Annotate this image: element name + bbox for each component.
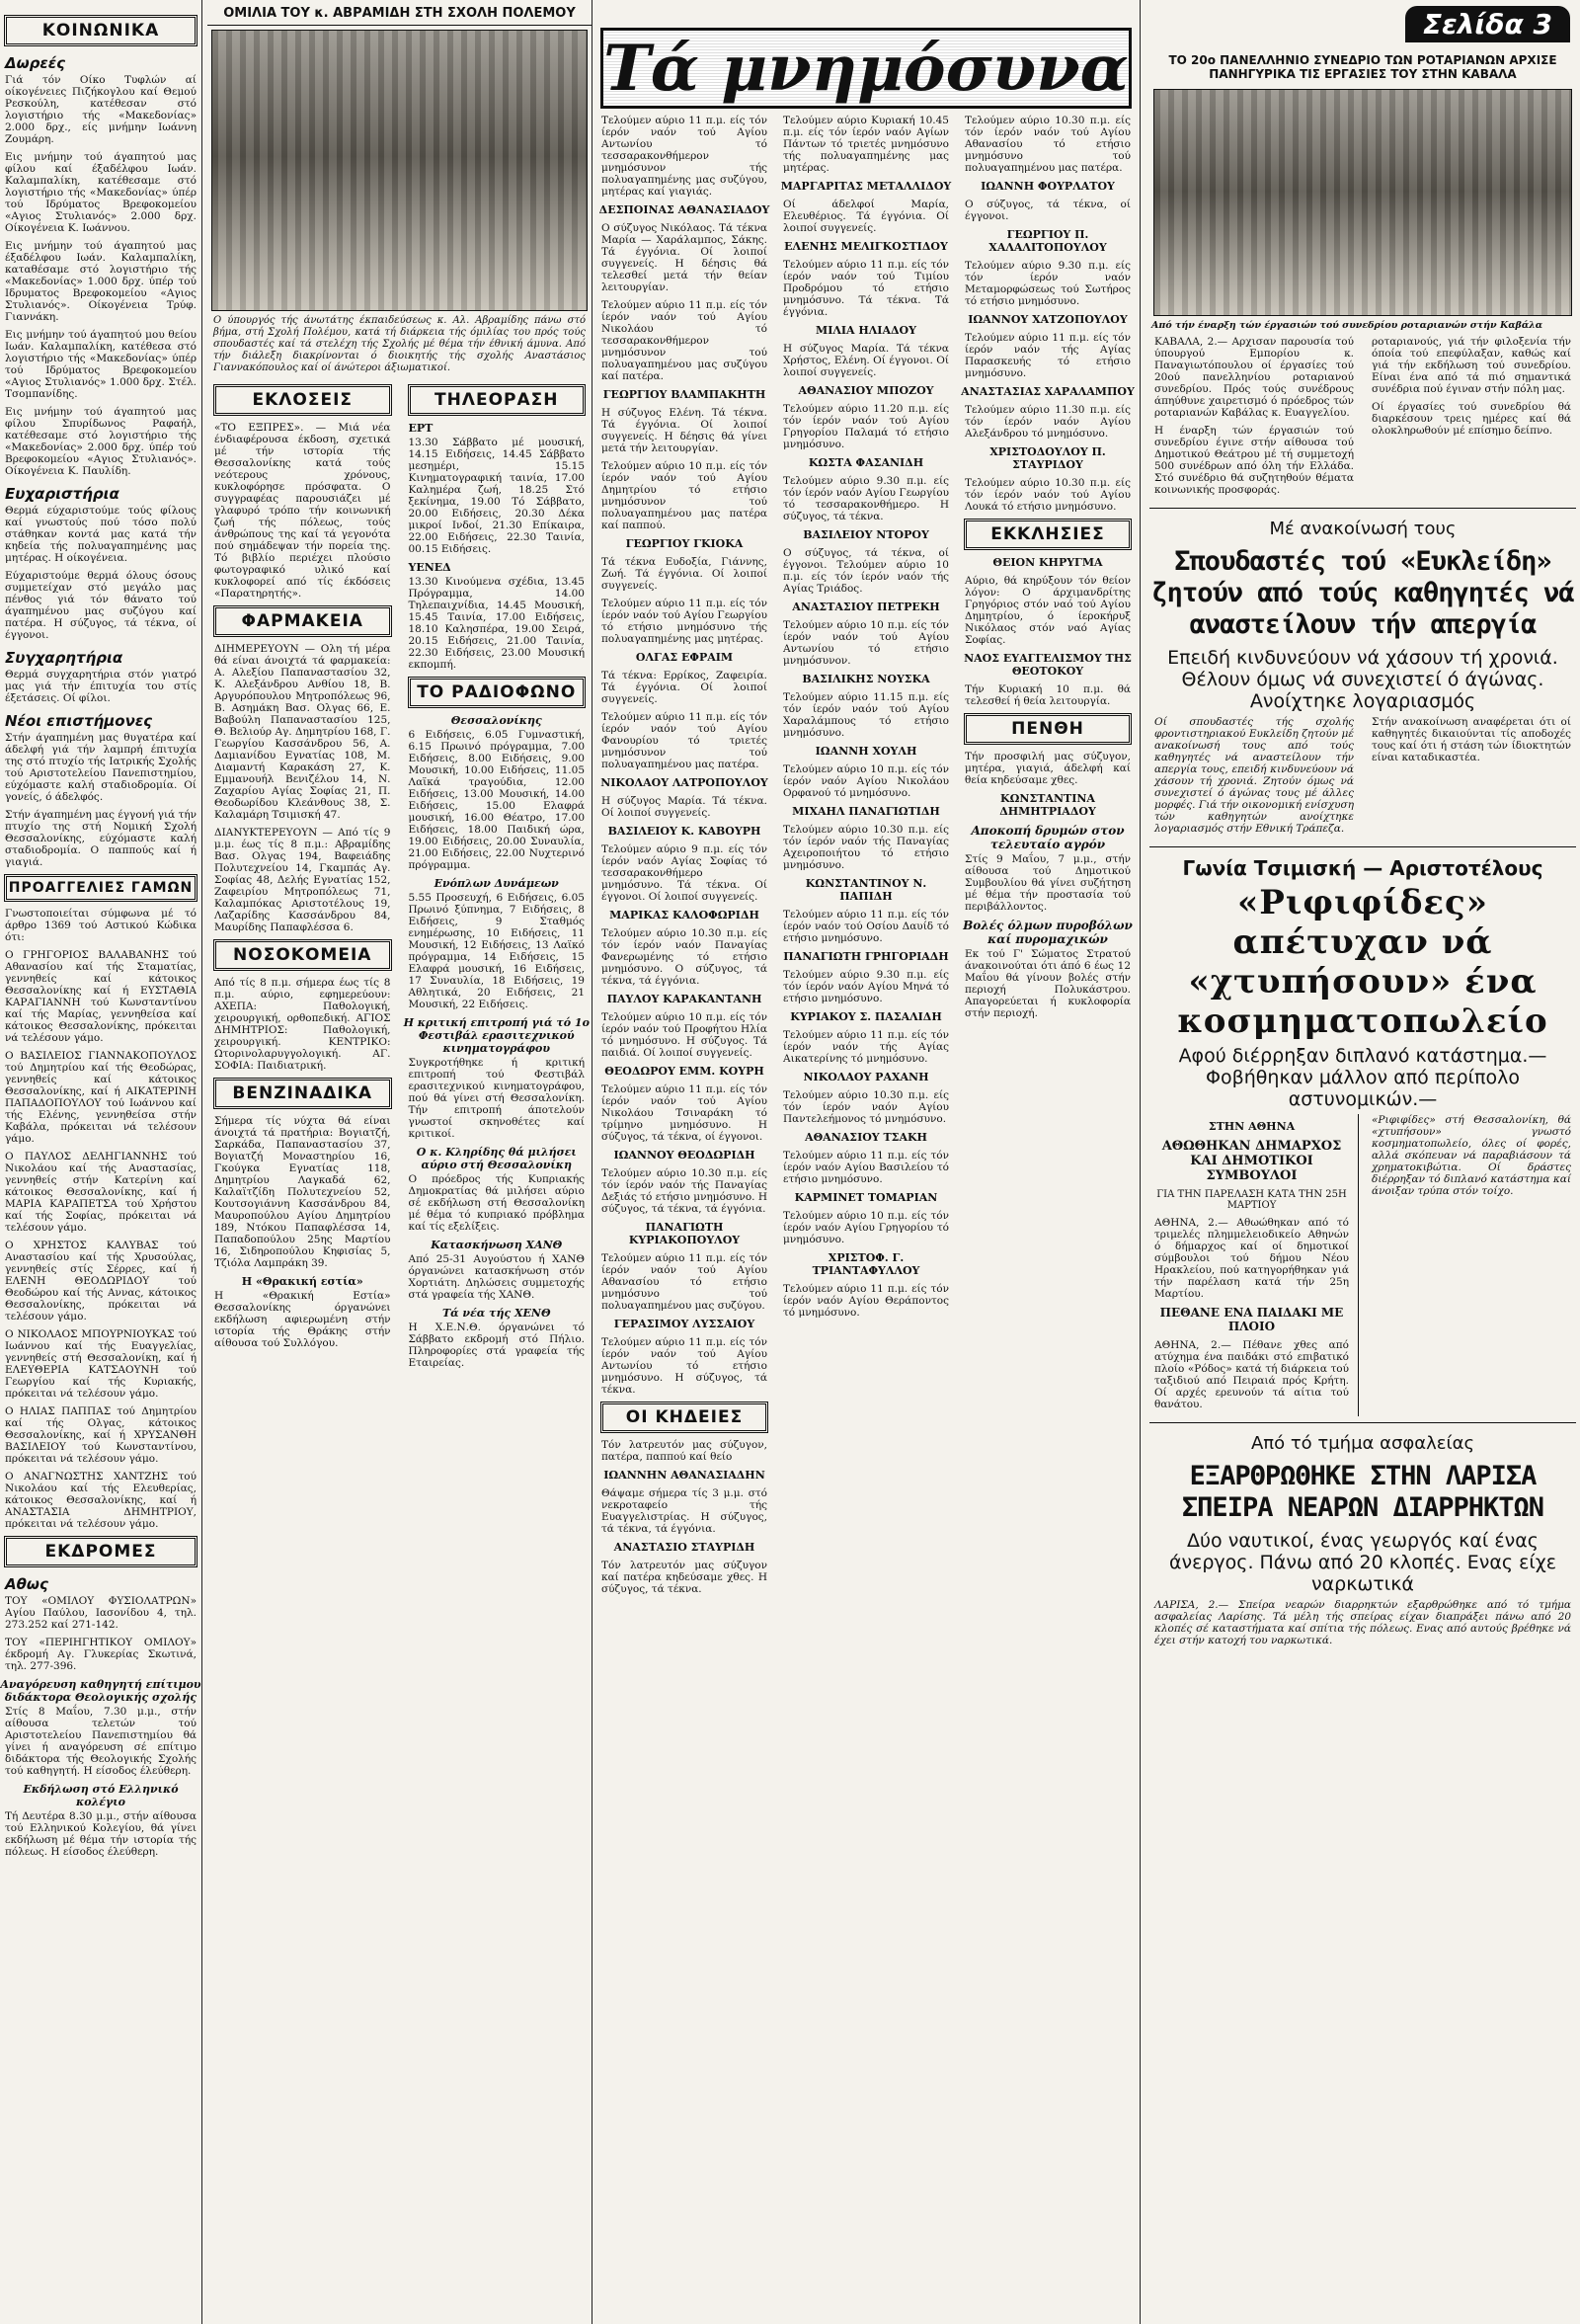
memorial-name: ΑΘΑΝΑΣΙΟΥ ΤΣΑΚΗ [805,1131,927,1144]
paragraph: Θερμά συγχαρητήρια στόν γιατρό μας γιά τήν έπιτυχία του στίς έξετάσεις. Οί φίλοι. [5,669,197,704]
memorial-name: ΧΡΙΣΤΟΔΟΥΛΟΥ Π. ΣΤΑΥΡΙΔΟΥ [989,445,1106,471]
memorial-name: ΝΙΚΟΛΑΟΥ ΛΑΤΡΟΠΟΥΛΟΥ [600,776,768,789]
memorial-name: ΚΩΣΤΑ ΦΑΣΑΝΙΔΗ [808,456,924,469]
photo-lecture [211,30,588,311]
paragraph: Εις μνήμην τού άγαπητού μας φίλου καί έξαδέλφου Ιωάν. Καλαμπαλίκη, κατέθεσαμε στό λογιστήριο τής «Μακεδονίας» ύπέρ τού Ιδρύματος Βρεφοκομείου «Αγιος Στυλιανός» 2.000 δρχ. Οίκογένεια Κ. Ιωάννου. [5,151,197,234]
memorial-text: Τελούμεν αύριο 10 π.μ. είς τόν ίερόν ναόν τού Προφήτου Ηλία τό μνημόσυνο. Η σύζυγος. Τά παιδιά. Οί λοιποί συγγενείς. [601,1011,767,1059]
column-social [0,0,202,2324]
memorial-name: ΓΕΡΑΣΙΜΟΥ ΛΥΣΣΑΙΟΥ [613,1318,755,1330]
memorial-text: Τελούμεν αύριο 10.30 π.μ. είς τόν ίερόν ναόν τού Αγίου Λουκά τό ετήσιο μνημόσυνο. [965,477,1131,513]
memorial-text: Τελούμεν αύριο 10 π.μ. είς τόν ίερόν ναόν τού Αγίου Δημητρίου τό ετήσιο μνημόσυνον τού πολυαγαπημένου μας πατέρα καί παππού. [601,460,767,531]
section-title-ekdromes: ΕΚΔΡΟΜΕΣ [4,1536,198,1567]
paragraph: Τόν λατρευτόν μας σύζυγον καί πατέρα κηδεύσαμε χθες. Η σύζυγος, τά τέκνα. [601,1560,767,1595]
memorial-text: Τελούμεν αύριο 10.30 π.μ. είς τόν ίερόν ναόν τής Παναγίας Δεξιάς τό ετήσιο μνημόσυνο. Η σύζυγος, τά τέκνα, τά έγγόνια. [601,1167,767,1215]
memorial-text: Τελούμεν αύριο 11 π.μ. είς τόν ίερόν ναόν Αγίου Βασιλείου τό ετήσιο μνημόσυνο. [783,1150,949,1185]
deck-rififi: Αφού διέρρηξαν διπλανό κατάστημα.— Φοβήθηκαν μάλλον από περίπολο αστυνομικών.— [1178,1045,1547,1110]
memorial-name: ΚΩΝΣΤΑΝΤΙΝΟΥ Ν. ΠΑΠΙΔΗ [805,877,927,903]
memorial-text: Τελούμεν αύριο 11 π.μ. είς τόν ίερόν ναόν τής Αγίας Παρασκευής τό ετήσιο μνημόσυνο. [965,332,1131,379]
memorial-text: Τελούμεν αύριο 10 π.μ. είς τόν ίερόν ναόν Αγίου Γρηγορίου τό μνημόσυνο. [783,1210,949,1245]
headline-athoothikan: ΑΘΩΘΗΚΑΝ ΔΗΜΑΡΧΟΣ ΚΑΙ ΔΗΜΟΤΙΚΟΙ ΣΥΜΒΟΥΛΟΙ [1161,1139,1342,1183]
paragraph: Ο ΗΛΙΑΣ ΠΑΠΠΑΣ τού Δημητρίου καί τής Ολγας, κάτοικος Θεσσαλονίκης, καί ή ΧΡΥΣΑΝΘΗ ΒΑΣΙΛΕΙΟΥ τού Κωνσταντίνου, πρόκειται νά τελέσουν γάμο. [5,1405,197,1465]
banner-mnimosyna: Τά μνημόσυνα [600,28,1132,109]
paragraph: ΚΑΒΑΛΑ, 2.— Αρχισαν παρουσία τού ύπουργού Εμπορίου κ. Παναγιωτόπουλου οί έργασίες τού 20ού πανελληνίου ροταριανού συνεδρίου. Πρός τούς συνέδρους άπηύθυνε χαιρετισμό ό πρόεδρος τών ροταριανών Καβάλας κ. Ευαγγελίου. [1154,336,1354,419]
memorial-name: ΑΝΑΣΤΑΣΙΑΣ ΧΑΡΑΛΑΜΠΟΥ [961,385,1135,398]
heading-naos: ΝΑΟΣ ΕΥΑΓΓΕΛΙΣΜΟΥ ΤΗΣ ΘΕΟΤΟΚΟΥ [964,652,1132,678]
memorial-name: ΝΙΚΟΛΑΟΥ ΡΑΧΑΝΗ [803,1071,929,1083]
memorial-text: Τελούμεν αύριο 11 π.μ. είς τόν ίερόν ναόν Αγίου Θεράποντος τό μνημόσυνο. [783,1283,949,1319]
column-news [1146,0,1580,2324]
memorial-name: ΙΩΑΝΝΟΥ ΘΕΟΔΩΡΙΔΗ [613,1149,755,1162]
memorial-text: Τελούμεν αύριο 9.30 π.μ. είς τόν ίερόν ναόν Αγίου Γεωργίου τό τεσσαρακονθήμερο. Η σύζυγος, τά τέκνα. [783,475,949,522]
headline-avramidis: ΟΜΙΛΙΑ ΤΟΥ κ. ΑΒΡΑΜΙΔΗ ΣΤΗ ΣΧΟΛΗ ΠΟΛΕΜΟΥ [207,0,592,26]
memorial-text: Τελούμεν αύριο Κυριακή 10.45 π.μ. είς τόν ίερόν ναόν Αγίων Πάντων τό τριετές μνημόσυνο τής πολυαγαπημένης μας μητέρας. [783,115,949,174]
memorial-name: ΓΕΩΡΓΙΟΥ Π. ΧΑΛΑΛΙΤΟΠΟΥΛΟΥ [988,228,1107,254]
memorial-name: ΠΑΝΑΓΙΩΤΗ ΚΥΡΙΑΚΟΠΟΥΛΟΥ [628,1221,741,1246]
paragraph: Συγκροτήθηκε ή κριτική επιτροπή τού Φεστιβάλ ερασιτεχνικού κινηματογράφου, πού θά γίνει στή Θεσσαλονίκη. Τήν επιτροπή άποτελούν γνωστοί σκηνοθέτες καί κριτικοί. [408,1057,585,1140]
deck-athoothikan: ΓΙΑ ΤΗΝ ΠΑΡΕΛΑΣΗ ΚΑΤΑ ΤΗΝ 25Η ΜΑΡΤΙΟΥ [1156,1189,1347,1211]
page-number-badge: Σελίδα 3 [1405,6,1570,42]
heading-neoi: Νέοι επιστήμονες [5,712,153,730]
memorial-text: Τελούμεν αύριο 11 π.μ. είς τόν ίερόν ναόν τού Αγίου Φανουρίου τό τριετές μνημόσυνον τού πολυαγαπημένου μας πατέρα. [601,711,767,770]
heading-radio-enoplon: Ενόπλων Δυνάμεων [434,877,559,890]
memorial-name: ΜΑΡΓΑΡΙΤΑΣ ΜΕΤΑΛΛΙΔΟΥ [780,180,952,193]
memorial-name: ΒΑΣΙΛΕΙΟΥ Κ. ΚΑΒΟΥΡΗ [607,825,761,838]
memorial-text: Η σύζυγος Μαρία. Τά τέκνα Χρήστος, Ελένη. Οί έγγονοι. Οί λοιποί συγγενείς. [783,343,949,378]
paragraph: Ο ΠΑΥΛΟΣ ΔΕΛΗΓΙΑΝΝΗΣ τού Νικολάου καί τής Αναστασίας, γεννηθείς στήν Κατερίνη καί κάτοικος Θεσσαλονίκης, καί ή ΜΑΡΙΑ ΚΑΡΑΠΕΤΣΑ τού Χρήστου καί τής Σοφίας, πρόκειται νά τελέσουν γάμο. [5,1151,197,1234]
funeral-name: ΙΩΑΝΝΗΝ ΑΘΑΝΑΣΙΑΔΗΝ [603,1469,765,1482]
kicker-asfaleia: Από τό τμήμα ασφαλείας [1250,1433,1475,1454]
memorial-text: Τελούμεν αύριο 11.20 π.μ. είς τόν ίερόν ναόν τού Αγίου Γρηγορίου Παλαμά τό ετήσιο μνημόσυνο. [783,403,949,450]
column-services [207,0,592,2324]
memorial-name: ΒΑΣΙΛΙΚΗΣ ΝΟΥΣΚΑ [802,673,930,685]
memorial-name: ΙΩΑΝΝΗ ΦΟΥΡΛΑΤΟΥ [981,180,1115,193]
heading-kritiki: Η κριτική επιτροπή γιά τό 1ο Φεστιβάλ ερασιτεχνικού κινηματογράφου [403,1016,590,1055]
funeral-name: ΑΝΑΣΤΑΣΙΟ ΣΤΑΥΡΙΔΗ [613,1541,755,1554]
section-title-benzinadika: ΒΕΝΖΙΝΑΔΙΚΑ [213,1078,392,1109]
paragraph: ΤΟΥ «ΟΜΙΛΟΥ ΦΥΣΙΟΛΑΤΡΩΝ» Αγίου Παύλου, Ιασονίδου 4, τηλ. 273.252 καί 271-142. [5,1595,197,1631]
heading-yened: ΥΕΝΕΔ [408,561,451,574]
paragraph: Στήν άγαπημένη μας θυγατέρα καί άδελφή γιά τήν λαμπρή έπιτυχία της στό πτυχίο τής Ιατρικής Σχολής τού Αριστοτελείου Πανεπιστημίου, εύχόμαστε καλή σταδιοδρομία. Οί γονείς, ό άδελφός. [5,732,197,803]
paragraph: Ο πρόεδρος τής Κυπριακής Δημοκρατίας θά μιλήσει αύριο σέ εκδήλωση στή Θεσσαλονίκη μέ θέμα τό κυπριακό πρόβλημα καί τίς εξελίξεις. [408,1173,585,1233]
memorial-name: ΠΑΥΛΟΥ ΚΑΡΑΚΑΝΤΑΝΗ [606,993,762,1005]
heading-xanth: Κατασκήνωση ΧΑΝΘ [431,1239,563,1251]
headline-euklidis: Σπουδαστές τού «Ευκλείδη» ζητούν από τούς καθηγητές νά αναστείλουν τήν απεργία [1151,546,1574,640]
pethi-name: ΚΩΝΣΤΑΝΤΙΝΑ ΔΗΜΗΤΡΙΑΔΟΥ [999,792,1096,818]
memorial-text: Ο σύζυγος, τά τέκνα, οί έγγονοι. Τελούμεν αύριο 10 π.μ. είς τόν ίερόν ναόν τής Αγίας Τριάδος. [783,547,949,595]
memorial-text: Τελούμεν αύριο 10 π.μ. είς τόν ίερόν ναόν Αγίου Νικολάου Ορφανού τό μνημόσυνο. [783,763,949,799]
memorial-name: ΜΙΛΙΑ ΗΛΙΑΔΟΥ [816,324,916,337]
memorial-sign: Ο σύζυγος Νικόλαος. Τά τέκνα Μαρία — Χαράλαμπος, Σάκης. Τά έγγόνια. Οί λοιποί συγγενείς. Η δέησις θά τελεσθεί μετά τήν θείαν λειτουργίαν. [601,222,767,293]
paragraph: Εις μνήμην τού άγαπητού μας φίλου Σπυρίδωνος Ραφαήλ, κατέθεσαμε στό λογιστήριο τής «Μακεδονίας» 2.000 δρχ. ύπέρ τού Βρεφοκομείου «Αγιος Στυλιανός». Οίκογένεια Κ. Παυλίδη. [5,406,197,477]
heading-radio-thess: Θεσσαλονίκης [450,714,542,727]
memorial-name: ΙΩΑΝΝΟΥ ΧΑΤΖΟΠΟΥΛΟΥ [968,313,1128,326]
section-title-nosokomeia: ΝΟΣΟΚΟΜΕΙΑ [213,939,392,971]
memorial-name: ΓΕΩΡΓΙΟΥ ΒΛΑΜΠΑΚΗΤΗ [602,388,766,401]
heading-athos: Αθως [5,1575,48,1593]
memorial-text: Τελούμεν αύριο 11.15 π.μ. είς τόν ίερόν ναόν τού Αγίου Χαραλάμπους τό ετήσιο μνημόσυνο. [783,691,949,739]
memorial-text: Τελούμεν αύριο 11 π.μ. είς τόν ίερόν ναόν τού Οσίου Δαυίδ τό ετήσιο μνημόσυνο. [783,909,949,944]
heading-kliridis: Ο κ. Κληρίδης θά μιλήσει αύριο στή Θεσσαλονίκη [416,1146,577,1171]
paragraph: 13.30 Σάββατο μέ μουσική, 14.15 Ειδήσεις, 14.45 Σάββατο μεσημέρι, 15.15 Κινηματογραφική ταινία, 17.00 Καλημέρα ζωή, 18.25 Στό ξεκίνημα, 19.00 Τό Σάββατο, 20.00 Ειδήσεις, 20.30 Δέκα μικροί Ινδοί, 21.30 Επίκαιρα, 22.00 Ειδήσεις, 22.30 Ταινία, 00.15 Ειδήσεις. [408,437,585,555]
heading-apokopi: Αποκοπή δρυμών στον τελευταίο αγρόν [971,824,1125,851]
paragraph: ΔΙΗΜΕΡΕΥΟΥΝ — Ολη τή μέρα θά είναι άνοιχτά τά φαρμακεία: Α. Αλεξίου Παπαναστασίου 32, Κ. Αλεξάνδρου Ανθίου 18, Β. Αργυρόπουλου Μητροπόλεως 96, Β. Ασημάκη Βασ. Ολγας 66, Ε. Βαβούλη Παπαναστασίου 125, Θ. Βελιούρ Αγ. Δημητρίου 168, Γ. Γεωργίου Κασσάνδρου 56, Α. Δαμιανίδου Εγνατίας 108, Μ. Διαμαντή Καρακάση 27, Κ. Εμμανουήλ Βενιζέλου 14, Ν. Ζαχαρίου Αγίας Σοφίας 21, Π. Θεοδωρίδου Κλεάνθους 38, Σ. Καλαμάρη Τσιμισκή 47. [214,643,391,821]
memorial-name: ΜΙΧΑΗΛ ΠΑΝΑΓΙΩΤΙΔΗ [792,805,940,818]
paragraph: Τόν λατρευτόν μας σύζυγον, πατέρα, παππού καί θείο [601,1439,767,1463]
paragraph: ΛΑΡΙΣΑ, 2.— Σπείρα νεαρών διαρρηκτών εξαρθρώθηκε από τό τμήμα ασφαλείας Λαρίσης. Τά μέλη τής σπείρας είχαν διαπράξει πάνω από 20 κλοπές σέ καταστήματα καί σπίτια τής πόλεως. Ενας από αυτούς βρέθηκε νά έχει στήν κατοχή του ναρκωτικά. [1154,1599,1571,1646]
paragraph: Ο ΓΡΗΓΟΡΙΟΣ ΒΑΛΑΒΑΝΗΣ τού Αθανασίου καί τής Σταματίας, γεννηθείς καί κάτοικος Θεσσαλονίκης καί ή ΕΥΣΤΑΘΙΑ ΚΑΡΑΓΙΑΝΝΗ τού Κωνσταντίνου καί τής Μαρίας, γεννηθείσα καί κάτοικος Θεσσαλονίκης, πρόκειται νά τελέσουν γάμο. [5,949,197,1044]
kicker-euklidis: Μέ ανακοίνωσή τους [1269,519,1457,539]
paragraph: 5.55 Προσευχή, 6 Ειδήσεις, 6.05 Πρωινό ξύπνημα, 7 Ειδήσεις, 8 Ειδήσεις, 9 Σταθμός ενημέρωσης, 10 Ειδήσεις, 11 Μουσική, 12 Ειδήσεις, 13 Λαϊκό πρόγραμμα, 14 Ειδήσεις, 15 Ελαφρά μουσική, 16 Ειδήσεις, 17 Συναυλία, 18 Ειδήσεις, 19 Αθλητικά, 20 Ειδήσεις, 21 Μουσική, 22 Ειδήσεις. [408,892,585,1010]
paragraph: Στίς 9 Μαΐου, 7 μ.μ., στήν αίθουσα τού Δημοτικού Συμβουλίου θά γίνει συζήτηση μέ θέμα τήν προστασία τού περιβάλλοντος. [965,853,1131,913]
memorial-name: ΒΑΣΙΛΕΙΟΥ ΝΤΟΡΟΥ [803,528,929,541]
paragraph: Εις μνήμην τού άγαπητού μας έξαδέλφου Ιωάν. Καλαμπαλίκη, καταθέσαμε στό λογιστήριο τής «Μακεδονίας» 1.000 δρχ. ύπέρ τού Ιδρυματος Βρεφοκομείου «Αγιος Στυλιανός». Οίκογένεια Τρύφ. Γιαννάκη. [5,240,197,323]
memorial-name: ΜΑΡΙΚΑΣ ΚΑΛΟΦΩΡΙΔΗ [609,909,759,922]
column-memorials [592,0,1141,2324]
headline-larisa: ΕΞΑΡΘΡΩΘΗΚΕ ΣΤΗΝ ΛΑΡΙΣΑ ΣΠΕΙΡΑ ΝΕΑΡΩΝ ΔΙΑΡΡΗΚΤΩΝ [1181,1461,1544,1523]
paragraph: ΔΙΑΝΥΚΤΕΡΕΥΟΥΝ — Από τίς 9 μ.μ. έως τίς 8 π.μ.: Αβραμίδης Βασ. Ολγας 194, Βαφειάδης Πολυτεχνείου 14, Γκαμπάς Αγ. Σοφίας 48, Δελής Εγνατίας 152, Ζαφειρίου Μητροπόλεως 71, Καλαμπόκας Αριστοτέλους 19, Λαζαρίδης Κασσάνδρου 84, Μαυρίδης Παπαφλέσσα 6. [214,827,391,933]
memorial-text: Τελούμεν αύριο 10.30 π.μ. είς τόν ίερόν ναόν τού Αγίου Αθανασίου τό ετήσιο μνημόσυνο τού πολυαγαπημένου μας πατέρα. [965,115,1131,174]
headline-rififi: «Ριφιφίδες» απέτυχαν νά «χτυπήσουν» ένα κοσμηματοπωλείο [1177,883,1548,1041]
paragraph: Ο ΑΝΑΓΝΩΣΤΗΣ ΧΑΝΤΖΗΣ τού Νικολάου καί τής Ελευθερίας, κάτοικος Θεσσαλονίκης, καί ή ΑΝΑΣΤΑΣΙΑ ΔΗΜΗΤΡΙΟΥ, πρόκειται νά τελέσουν γάμο. [5,1471,197,1530]
memorial-sign: Τά τέκνα Ευδοξία, Γιάννης, Ζωή. Τά έγγόνια. Οί λοιποί συγγενείς. [601,556,767,592]
paragraph: Τήν Κυριακή 10 π.μ. θά τελεσθεί ή θεία λειτουργία. [965,683,1131,707]
memorial-text: Τελούμεν αύριο 11 π.μ. είς τόν ίερόν ναόν τού Αγίου Αντωνίου τό ετήσιο μνημόσυνο. Η σύζυγος, τά τέκνα. [601,1336,767,1396]
paragraph: Οί έργασίες τού συνεδρίου θά διαρκέσουν τρεις ημέρες καί θά ολοκληρωθούν μέ επίσημο δείπνο. [1372,401,1571,437]
memorial-name: ΠΑΝΑΓΙΩΤΗ ΓΡΗΓΟΡΙΑΔΗ [783,950,949,963]
section-title-proaggelies: ΠΡΟΑΓΓΕΛΙΕΣ ΓΑΜΩΝ [4,874,198,902]
heading-thrakiki: Η «Θρακική εστία» [241,1275,363,1288]
section-title-ekloseis: ΕΚΛΟΣΕΙΣ [213,384,392,416]
paragraph: Γιά τόν Οίκο Τυφλών αί οίκογένειες Πιζήκογλου καί Θεμού Ρεσκούλη, κατέθεσαν στό λογιστήριο τής «Μακεδονίας» 2.000 δρχ., είς μνήμην Ιωάννη Ζουμάρη. [5,74,197,145]
paragraph: Ο ΧΡΗΣΤΟΣ ΚΑΛΥΒΑΣ τού Αναστασίου καί τής Χρυσούλας, γεννηθείς στίς Σέρρες, καί ή ΕΛΕΝΗ ΘΕΟΔΩΡΙΔΟΥ τού Θεοδώρου καί τής Αννας, κάτοικος Θεσσαλονίκης, πρόκειται νά τελέσουν γάμο. [5,1240,197,1322]
deck-larisa: Δύο ναυτικοί, ένας γεωργός καί ένας άνεργος. Πάνω από 20 κλοπές. Ενας είχε ναρκωτικά [1168,1530,1557,1595]
paragraph: Ο ΝΙΚΟΛΑΟΣ ΜΠΟΥΡΝΙΟΥΚΑΣ τού Ιωάννου καί τής Ευαγγελίας, γεννηθείς στή Θεσσαλονίκη, καί ή ΕΛΕΥΘΕΡΙΑ ΚΑΤΣΑΟΥΝΗ τού Γεωργίου καί τής Κυριακής, πρόκειται νά τελέσουν γάμο. [5,1328,197,1400]
paragraph: Η Χ.Ε.Ν.Θ. όργανώνει τό Σάββατο εκδρομή στό Πήλιο. Πληροφορίες στά γραφεία τής Εταιρείας. [408,1322,585,1369]
paragraph: Ο ΒΑΣΙΛΕΙΟΣ ΓΙΑΝΝΑΚΟΠΟΥΛΟΣ τού Δημητρίου καί τής Θεοδώρας, γεννηθείς καί κάτοικος Θεσσαλονίκης, καί ή ΑΙΚΑΤΕΡΙΝΗ ΠΑΠΑΔΟΠΟΥΛΟΥ τού Ιωάννου καί τής Ελένης, γεννηθείσα στήν Καβάλα, πρόκειται νά τελέσουν γάμο. [5,1050,197,1145]
paragraph: Στήν άγαπημένη μας έγγονή γιά τήν πτυχίο της στή Νομική Σχολή Θεσσαλονίκης, εύχόμαστε καλή σταδιοδρομία. Ο παππούς καί ή γιαγιά. [5,809,197,868]
memorial-name: ΚΑΡΜΙΝΕΤ ΤΟΜΑΡΙΑΝ [794,1191,938,1204]
memorial-name: ΟΛΓΑΣ ΕΦΡΑΙΜ [635,651,734,664]
paragraph: Από 25-31 Αυγούστου ή ΧΑΝΘ όργανώνει κατασκήνωση στόν Χορτιάτη. Δηλώσεις συμμετοχής στά γραφεία τής ΧΑΝΘ. [408,1253,585,1301]
paragraph: Η έναρξη τών έργασιών τού συνεδρίου έγινε στήν αίθουσα τού Δημοτικού Θεάτρου μέ τή συμμετοχή 500 συνέδρων από όλη τήν Ελλάδα. Στό συνέδριο θά συζητηθούν θέματα κοινωνικής προσφοράς. [1154,425,1354,496]
memorial-name: ΔΕΣΠΟΙΝΑΣ ΑΘΑΝΑΣΙΑΔΟΥ [598,203,770,216]
paragraph: ΤΟΥ «ΠΕΡΙΗΓΗΤΙΚΟΥ ΟΜΙΛΟΥ» έκδρομή Αγ. Γλυκερίας Σκωτινά, τηλ. 277-396. [5,1637,197,1672]
memorial-name: ΧΡΙΣΤΟΦ. Γ. ΤΡΙΑΝΤΑΦΥΛΛΟΥ [812,1251,920,1277]
section-title-khdeies: ΟΙ ΚΗΔΕΙΕΣ [600,1402,768,1433]
paragraph: Από τίς 8 π.μ. σήμερα έως τίς 8 π.μ. αύριο, εφημερεύουν: ΑΧΕΠΑ: Παθολογική, χειρουργική, ορθοπεδική. ΑΓΙΟΣ ΔΗΜΗΤΡΙΟΣ: Παθολογική, χειρουργική. ΚΕΝΤΡΙΚΟ: Ωτορινολαρυγγολογική. ΑΓ. ΣΟΦΙΑ: Παιδιατρική. [214,977,391,1072]
kicker-athina: ΣΤΗΝ ΑΘΗΝΑ [1208,1120,1296,1133]
memorial-text: Τελούμεν αύριο 10.30 π.μ. είς τόν ίερόν ναόν τής Παναγίας Αχειροποιήτου τό ετήσιο μνημόσυνο. [783,824,949,871]
memorial-name: ΑΘΑΝΑΣΙΟΥ ΜΠΟΖΟΥ [798,384,934,397]
memorial-text: Τελούμεν αύριο 11 π.μ. είς τόν ίερόν ναόν τού Τιμίου Προδρόμου τό ετήσιο μνημόσυνο. Τά τέκνα. Τά έγγόνια. [783,259,949,318]
memorial-text: Τελούμεν αύριο 11 π.μ. είς τόν ίερόν ναόν τού Αγίου Νικολάου τό τεσσαρακονθήμερον μνημόσυνον τού πολυαγαπημένου μας συζύγου καί πατέρα. [601,299,767,382]
section-title-koinonika: ΚΟΙΝΩΝΙΚΑ [4,15,198,46]
memorial-sign: Η σύζυγος Μαρία. Τά τέκνα. Οί λοιποί συγγενείς. [601,795,767,819]
paragraph: «Ριφιφίδες» στή Θεσσαλονίκη, θά «χτυπήσουν» γνωστό κοσμηματοπωλείο, όλες οί φορές, αλλά σκόπευαν νά παραβιάσουν τά χρηματοκιβώτια. Οί δράστες διέρρηξαν τό διπλανό κατάστημα καί άνοιξαν τρύπα στόν τοίχο. [1372,1114,1571,1197]
memorial-sign: Τά τέκνα: Ερρίκος, Ζαφειρία. Τά έγγόνια. Οί λοιποί συγγενείς. [601,670,767,705]
memorial-text: Τελούμεν αύριο 11.30 π.μ. είς τόν ίερόν ναόν Αγίου Αλεξάνδρου τό μνημόσυνο. [965,404,1131,440]
heading-kirygma: ΘΕΙΟΝ ΚΗΡΥΓΜΑ [992,556,1103,569]
memorial-text: Τελούμεν αύριο 11 π.μ. είς τόν ίερόν ναόν τής Αγίας Αικατερίνης τό μνημόσυνο. [783,1029,949,1065]
section-title-farmakeia: ΦΑΡΜΑΚΕΙΑ [213,605,392,637]
memorial-name: ΚΥΡΙΑΚΟΥ Σ. ΠΑΣΑΛΙΔΗ [790,1010,942,1023]
paragraph: Τήν προσφιλή μας σύζυγον, μητέρα, γιαγιά, άδελφή καί θεία κηδεύσαμε χθες. [965,751,1131,786]
memorial-text: Τελούμεν αύριο 9.30 π.μ. είς τόν ίερόν ναόν Αγίου Μηνά τό ετήσιο μνημόσυνο. [783,969,949,1004]
paragraph: Εκ τού Γ' Σώματος Στρατού άνακοινούται ότι άπό 6 έως 12 Μαΐου θά γίνουν βολές στήν περιοχή Πολυκάστρου. Απαγορεύεται ή κυκλοφορία στήν περιοχή. [965,948,1131,1019]
section-title-pethi: ΠΕΝΘΗ [964,713,1132,745]
memorial-text: Τελούμεν αύριο 9.30 π.μ. είς τόν ίερόν ναόν Μεταμορφώσεως τού Σωτήρος τό ετήσιο μνημόσυνο. [965,260,1131,307]
heading-xeno: Τά νέα τής ΧΕΝΘ [441,1307,551,1320]
paragraph: ΑΘΗΝΑ, 2.— Αθωώθηκαν από τό τριμελές πλημμελειοδικείο Αθηνών ό δήμαρχος καί οί δημοτικοί σύμβουλοι τού δήμου Νέου Ηρακλείου, πού κατηγορήθηκαν γιά τήν παρέλαση κατά τήν 25η Μαρτίου. [1154,1217,1349,1300]
deck-euklidis: Επειδή κινδυνεύουν νά χάσουν τή χρονιά. Θέλουν όμως νά συνεχιστεί ό άγώνας. Ανοίχτηκε λογαριασμός [1167,647,1558,712]
kicker-rififi: Γωνία Τσιμισκή — Αριστοτέλους [1182,856,1543,880]
memorial-sign: Η σύζυγος Ελένη. Τά τέκνα. Τά έγγόνια. Οί λοιποί συγγενείς. Η δέησις θά γίνει μετά τήν λειτουργίαν. [601,407,767,454]
memorial-name: ΓΕΩΡΓΙΟΥ ΓΚΙΟΚΑ [625,537,744,550]
paragraph: ροταριανούς, γιά τήν φιλοξενία τήν όποία τού επεφύλαξαν, καθώς καί γιά τήν εκδήλωση τού συνεδρίου. Είναι ένα από τά πιό σημαντικά συνέδρια πού έγιναν στήν πόλη μας. [1372,336,1571,395]
paragraph: Αύριο, θά κηρύξουν τόν θείον λόγον: Ο άρχιμανδρίτης Γρηγόριος στόν ναό τού Αγίου Δημητρίου, ό ίεροκήρυξ Νικόλαος στόν ναό Αγίας Σοφίας. [965,575,1131,646]
section-title-ekklisies: ΕΚΚΛΗΣΙΕΣ [964,519,1132,550]
paragraph: Στίς 8 Μαΐου, 7.30 μ.μ., στήν αίθουσα τελετών τού Αριστοτελείου Πανεπιστημίου θά γίνει ή αναγόρευση σέ επίτιμο διδάκτορα τής Θεολογικής Σχολής τού καθηγητή. Η είσοδος έλεύθερη. [5,1706,197,1777]
memorial-text: Τελούμεν αύριο 10 π.μ. είς τόν ίερόν ναόν τού Αγίου Αντωνίου τό ετήσιο μνημόσυνον. [783,619,949,667]
paragraph: Εις μνήμην τού άγαπητού μου θείου Ιωάν. Καλαμπαλίκη, κατέθεσα στό λογιστήριο τής «Μακεδονίας» ύπέρ τού Ιδρύματος Βρεφοκομείου «Αγιος Στυλιανός» 1.000 δρχ. Στέλ. Τσομπανίδης. [5,329,197,400]
photo-caption: Ο ύπουργός τής άνωτάτης έκπαιδεύσεως κ. Αλ. Αβραμίδης πάνω στό βήμα, στή Σχολή Πολέμου, κατά τή διάρκεια τής όμιλίας του πρός τούς σπουδαστές καί τά στελέχη τής Σχολής μέ θέμα τήν έθνική άμυνα. Από τήν διάλεξη διακρίνονται ό διοικητής τής σχολής Αναστάσιος Γιαννακόπουλος καί οί άνώτεροι άξιωματικοί. [213,315,586,373]
paragraph: «ΤΟ ΕΞΠΡΕΣ». — Μιά νέα ένδιαφέρουσα έκδοση, σχετικά μέ τήν ιστορία τής Θεσσαλονίκης κατά τούς νεότερους χρόνους, κυκλοφόρησε πρόσφατα. Ο συγγραφέας παρουσιάζει μέ γλαφυρό τρόπο τήν κοινωνική ζωή τής πόλεως, τούς άνθρώπους της καί τά γεγονότα πού σημάδεψαν τήν πορεία της. Τό βιβλίο περιέχει πλούσιο φωτογραφικό υλικό καί κυκλοφορεί από τίς έκδόσεις «Παρατηρητής». [214,422,391,600]
headline-pethane: ΠΕΘΑΝΕ ΕΝΑ ΠΑΙΔΑΚΙ ΜΕ ΠΛΟΙΟ [1159,1306,1344,1333]
paragraph: Τή Δευτέρα 8.30 μ.μ., στήν αίθουσα τού Ελληνικού Κολεγίου, θά γίνει εκδήλωση μέ θέμα τήν ιστορία τής πόλεως. Η είσοδος έλεύθερη. [5,1810,197,1858]
memorial-sign: Ο σύζυγος, τά τέκνα, οί έγγονοι. [965,199,1131,222]
memorial-name: ΘΕΟΔΩΡΟΥ ΕΜΜ. ΚΟΥΡΗ [604,1065,764,1078]
memorial-text: Τελούμεν αύριο 11 π.μ. είς τόν ίερόν ναόν τού Αγίου Αθανασίου τό ετήσιο μνημόσυνο τού πολυαγαπημένου μας συζύγου. [601,1252,767,1312]
paragraph: Η «Θρακική Εστία» Θεσσαλονίκης όργανώνει εκδήλωση αφιερωμένη στήν ιστορία τής Θράκης στήν αίθουσα τού Συλλόγου. [214,1290,391,1349]
paragraph: Οί σπουδαστές τής σχολής φροντιστηριακού Ευκλείδη ζητούν μέ ανακοίνωσή τους από τούς καθηγητές νά αναστείλουν τήν απεργία τους, επειδή κινδυνεύουν νά χάσουν τή χρονιά. Ζητούν όμως νά συνεχιστεί ό άγώνας τους μέ άλλες μορφές. Γιά τήν οικονομική ενίσχυση τών καθηγητών ανοίχτηκε λογαριασμός στήν Εθνική Τράπεζα. [1154,716,1354,835]
heading-voles: Βολές όλμων πυροβόλων καί πυρομαχικών [963,919,1133,946]
memorial-text: Τελούμεν αύριο 11 π.μ. είς τόν ίερόν ναόν τού Αγίου Γεωργίου τό ετήσιο μνημόσυνο τής πολυαγαπημένης μας μητέρας. [601,598,767,645]
memorial-name: ΕΛΕΝΗΣ ΜΕΛΙΓΚΟΣΤΙΔΟΥ [784,240,948,253]
paragraph: Θερμά εύχαριστούμε τούς φίλους καί γνωστούς πού τόσο πολύ στάθηκαν κοντά μας κατά τήν κηδεία τής πολυαγαπημένης μας μητέρας. Η οίκογένεια. [5,505,197,564]
paragraph: Γνωστοποιείται σύμφωνα μέ τό άρθρο 1369 τού Αστικού Κώδικα ότι: [5,908,197,943]
paragraph: Εύχαριστούμε θερμά όλους όσους συμμετείχαν στό μεγάλο μας πένθος γιά τόν θάνατο τού άγαπημένου μας συζύγου καί πατέρα. Η σύζυγος, τά τέκνα, οί έγγονοι. [5,570,197,641]
memorial-text: Τελούμεν αύριο 11 π.μ. είς τόν ίερόν ναόν τού Αγίου Νικολάου Τσιναράκη τό τρίμηνο μνημόσυνο. Η σύζυγος, τά τέκνα, οί έγγονοι. [601,1083,767,1143]
paragraph: Σήμερα τίς νύχτα θά είναι άνοιχτά τά πρατήρια: Βογιατζή, Σαρκάδα, Παπαναστασίου 37, Βογιατζή Μοναστηρίου 16, Γκούγκα Εγνατίας 118, Δημητρίου Λαγκαδά 62, Καλαϊτζίδη Πολυτεχνείου 52, Κουτσογιάννη Κασσάνδρου 84, Μαυροπούλου Αγίου Δημητρίου 189, Ντόκου Παπαφλέσσα 14, Παπαδοπούλου 25ης Μαρτίου 16, Σιδηροπούλου Κηφισίας 5, Τζιόλα Λαμπράκη 39. [214,1115,391,1269]
memorial-text: Τελούμεν αύριο 9 π.μ. είς τόν ίερόν ναόν Αγίας Σοφίας τό τεσσαρακονθήμερο μνημόσυνο. Τά τέκνα. Οί έγγονοι. Οί λοιποί συγγενείς. [601,843,767,903]
photo-caption: Από τήν έναρξη τών έργασιών τού συνεδρίου ροταριανών στήν Καβάλα [1151,320,1543,331]
heading-ekdilosi: Εκδήλωση στό Ελληνικό κολέγιο [23,1783,179,1808]
memorial-text: Τελούμεν αύριο 11 π.μ. είς τόν ίερόν ναόν τού Αγίου Αντωνίου τό τεσσαρακονθήμερον μνημόσυνον τής πολυαγαπημένης μας συζύγου, μητέρας καί γιαγιάς. [601,115,767,198]
memorial-name: ΑΝΑΣΤΑΣΙΟΥ ΠΕΤΡΕΚΗ [792,601,940,613]
memorial-sign: Οί άδελφοί Μαρία, Ελευθέριος. Τά έγγόνια. Οί λοιποί συγγενείς. [783,199,949,234]
photo-rotary-conference [1153,89,1572,316]
heading-ert: ΕΡΤ [408,422,434,435]
paragraph: 13.30 Κινούμενα σχέδια, 13.45 Πρόγραμμα, 14.00 Τηλεπαιχνίδια, 14.45 Μουσική, 15.45 Ταινία, 17.00 Ειδήσεις, 18.10 Καλησπέρα, 19.00 Σειρά, 20.15 Ειδήσεις, 21.00 Ταινία, 22.30 Ειδήσεις, 23.00 Μουσική εκπομπή. [408,576,585,671]
memorial-text: Τελούμεν αύριο 10.30 π.μ. είς τόν ίερόν ναόν Παναγίας Φανερωμένης τό ετήσιο μνημόσυνο. Ο σύζυγος, τά τέκνα, τά έγγόνια. [601,927,767,987]
paragraph: 6 Ειδήσεις, 6.05 Γυμναστική, 6.15 Πρωινό πρόγραμμα, 7.00 Ειδήσεις, 8.00 Ειδήσεις, 9.00 Μουσική, 10.00 Ειδήσεις, 11.05 Λαϊκά τραγούδια, 12.00 Ειδήσεις, 13.00 Μουσική, 14.00 Ειδήσεις, 15.00 Ελαφρά μουσική, 16.00 Θέατρο, 17.00 Ειδήσεις, 18.00 Παιδική ώρα, 19.00 Ειδήσεις, 20.00 Συναυλία, 21.00 Ειδήσεις, 22.00 Νυχτερινό πρόγραμμα. [408,729,585,871]
section-title-radiofono: ΤΟ ΡΑΔΙΟΦΩΝΟ [408,677,587,708]
heading-synxaritiria: Συγχαρητήρια [5,649,123,667]
paragraph: Θάψαμε σήμερα τίς 3 μ.μ. στό νεκροταφείο τής Ευαγγελιστρίας. Η σύζυγος, τά τέκνα, τά έγγόνια. [601,1487,767,1535]
heading-eyxaristiria: Ευχαριστήρια [5,485,119,503]
section-title-tileorasi: ΤΗΛΕΟΡΑΣΗ [408,384,587,416]
heading-doreies: Δωρεές [5,54,65,72]
memorial-name: ΙΩΑΝΝΗ ΧΟΥΛΗ [815,745,917,758]
headline-rotarians: ΤΟ 20ο ΠΑΝΕΛΛΗΝΙΟ ΣΥΝΕΔΡΙΟ ΤΩΝ ΡΟΤΑΡΙΑΝΩΝ ΑΡΧΙΣΕ ΠΑΝΗΓΥΡΙΚΑ ΤΙΣ ΕΡΓΑΣΙΕΣ ΤΟΥ ΣΤΗΝ ΚΑΒΑΛΑ [1168,53,1557,81]
memorial-text: Τελούμεν αύριο 10.30 π.μ. είς τόν ίερόν ναόν Αγίου Παντελεήμονος τό μνημόσυνο. [783,1089,949,1125]
heading-anagoreusi: Αναγόρευση καθηγητή επίτιμου διδάκτορα Θεολογικής σχολής [0,1678,201,1704]
paragraph: Στήν ανακοίνωση αναφέρεται ότι οί καθηγητές δικαιούνται τίς αποδοχές τους καί ότι ή στάση τών ίδιοκτητών είναι καταδικαστέα. [1372,716,1571,763]
paragraph: ΑΘΗΝΑ, 2.— Πέθανε χθες από ατύχημα ένα παιδάκι στό επιβατικό πλοίο «Ρόδος» κατά τή διάρκεια τού ταξιδιού από Πειραιά πρός Κρήτη. Οί αρχές ερευνούν τά αίτια τού θανάτου. [1154,1339,1349,1410]
